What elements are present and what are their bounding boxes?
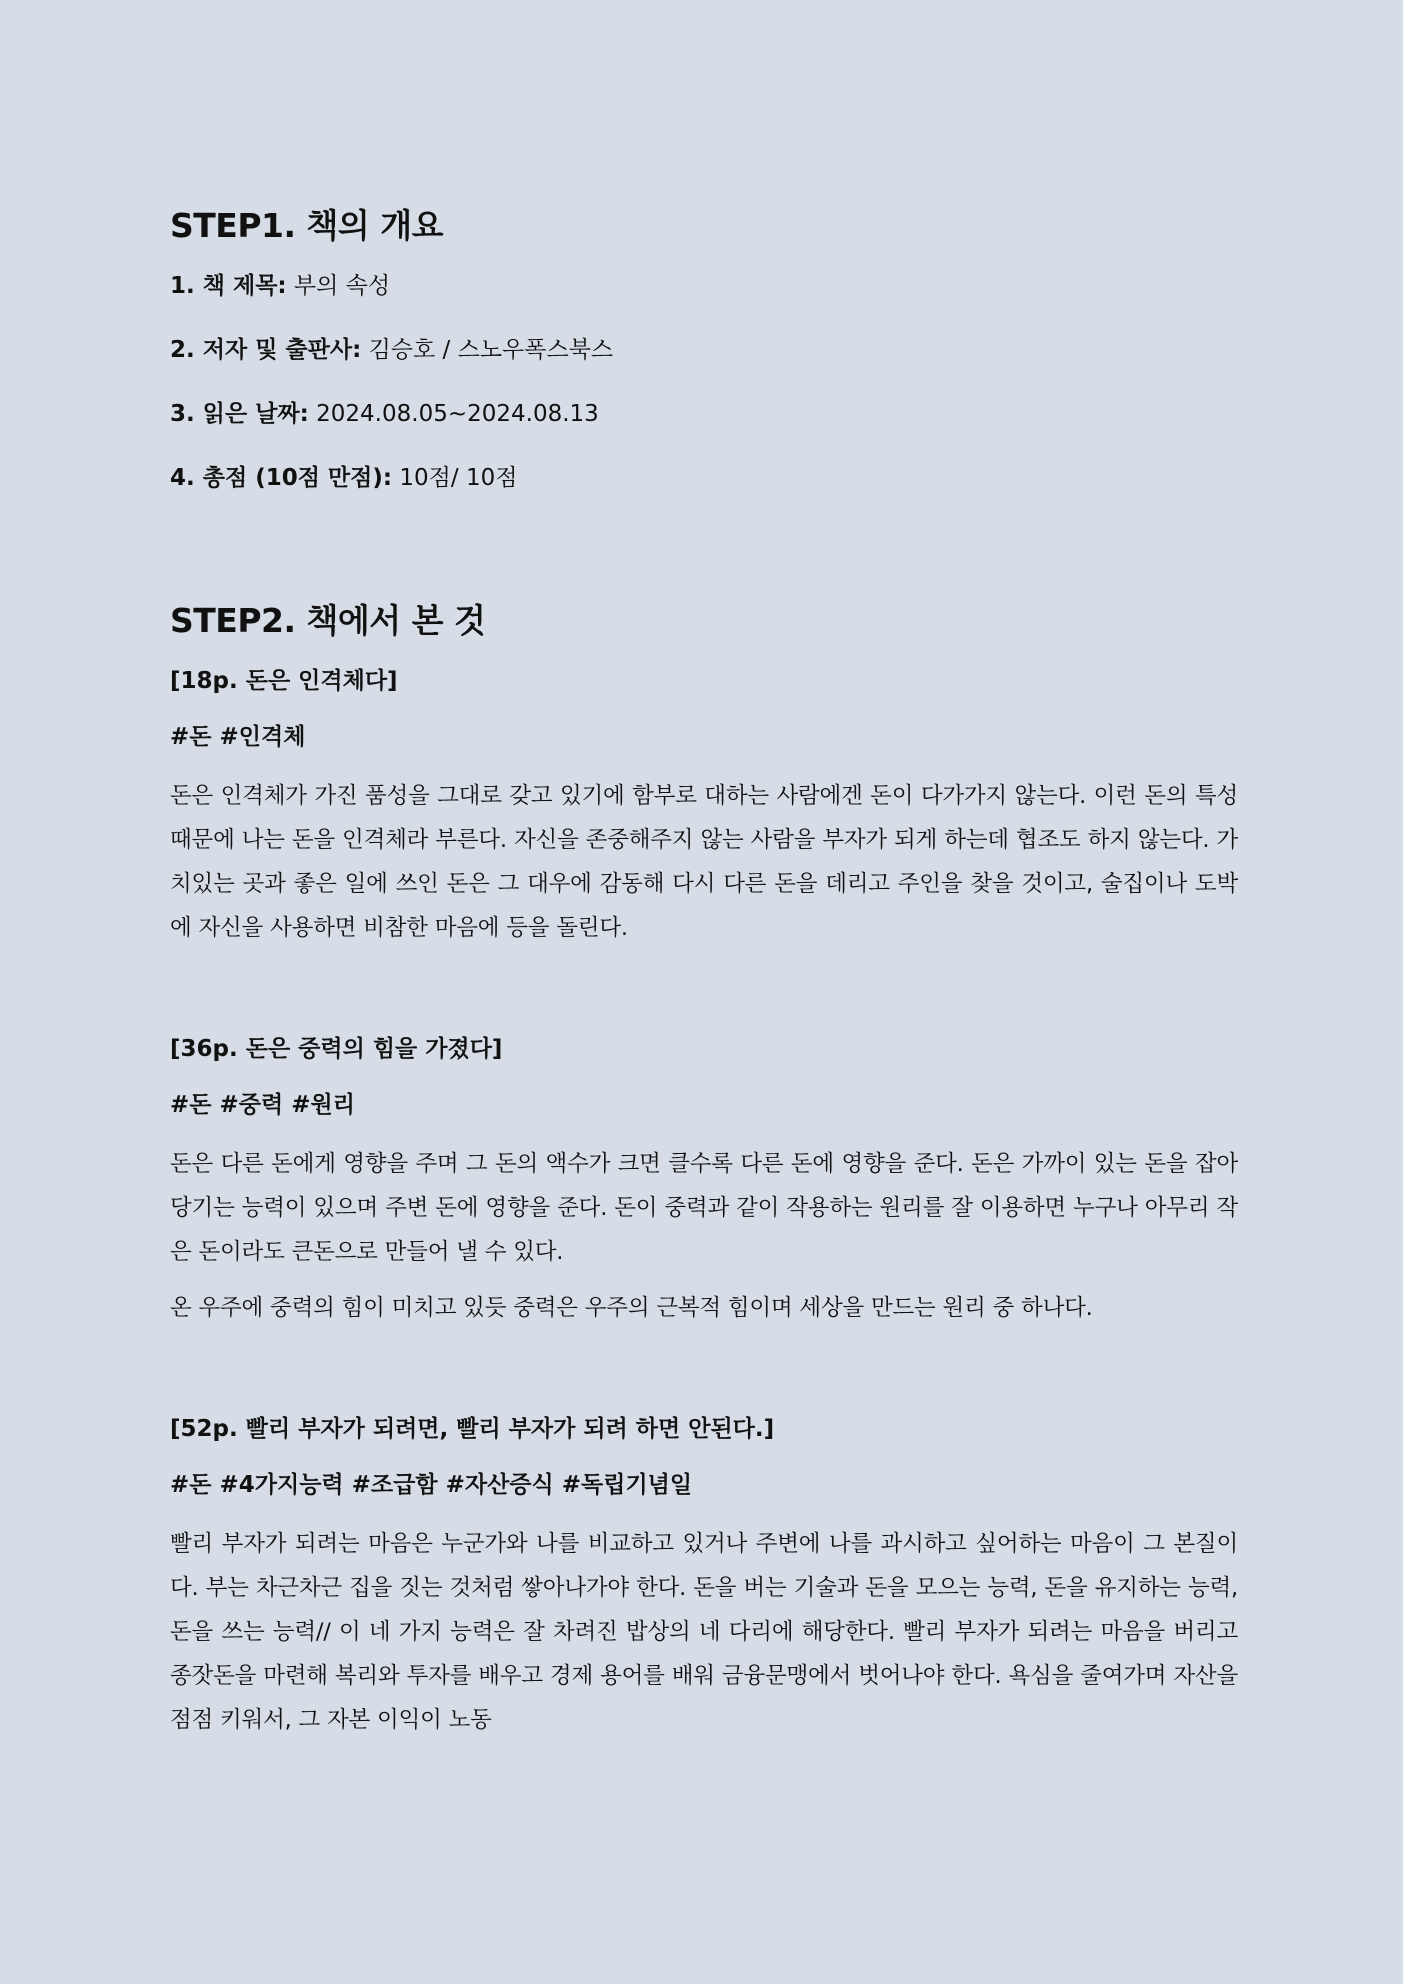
info-read-date-value: 2024.08.05~2024.08.13 xyxy=(316,401,599,427)
entry-paragraph: 빨리 부자가 되려는 마음은 누군가와 나를 비교하고 있거나 주변에 나를 과시하고 싶어하는 마음이 그 본질이다. 부는 차근차근 집을 짓는 것처럼 쌓아나가야 한다. 돈을 버는 기술과 돈을 모으는 능력, 돈을 유지하는 능력, 돈을 쓰는 능력// 이 네 가지 능력은 잘 차려진 밥상의 네 다리에 해당한다. 빨리 부자가 되려는 마음을 버리고 종잣돈을 마련해 복리와 투자를 배우고 경제 용어를 배워 금융문맹에서 벗어나야 한다. 욕심을 줄여가며 자산을 점점 키워서, 그 자본 이익이 노동 xyxy=(170,1531,1238,1733)
info-book-title-value: 부의 속성 xyxy=(293,273,391,299)
info-read-date-label: 3. 읽은 날짜: xyxy=(170,401,309,427)
entry-tags: #돈 #인격체 xyxy=(170,724,306,750)
entry-paragraph: 온 우주에 중력의 힘이 미치고 있듯 중력은 우주의 근복적 힘이며 세상을 만드는 원리 중 하나다. xyxy=(170,1295,1093,1321)
info-author-publisher xyxy=(170,333,1238,367)
info-author-publisher-label: 2. 저자 및 출판사: xyxy=(170,337,362,363)
step1-title: STEP1. 책의 개요 xyxy=(170,206,443,245)
entry-18p xyxy=(170,664,1238,950)
entry-paragraph: 돈은 다른 돈에게 영향을 주며 그 돈의 액수가 크면 클수록 다른 돈에 영향을 준다. 돈은 가까이 있는 돈을 잡아당기는 능력이 있으며 주변 돈에 영향을 준다. 돈이 중력과 같이 작용하는 원리를 잘 이용하면 누구나 아무리 작은 돈이라도 큰돈으로 만들어 낼 수 있다. xyxy=(170,1151,1238,1265)
step2-title: STEP2. 책에서 본 것 xyxy=(170,601,486,640)
entry-tags: #돈 #중력 #원리 xyxy=(170,1092,355,1118)
entry-paragraph: 돈은 인격체가 가진 품성을 그대로 갖고 있기에 함부로 대하는 사람에겐 돈이 다가가지 않는다. 이런 돈의 특성 때문에 나는 돈을 인격체라 부른다. 자신을 존중해주지 않는 사람을 부자가 되게 하는데 협조도 하지 않는다. 가치있는 곳과 좋은 일에 쓰인 돈은 그 대우에 감동해 다시 다른 돈을 데리고 주인을 찾을 것이고, 술집이나 도박에 자신을 사용하면 비참한 마음에 등을 돌린다. xyxy=(170,783,1238,941)
entry-title: [52p. 빨리 부자가 되려면, 빨리 부자가 되려 하면 안된다.] xyxy=(170,1416,775,1442)
info-author-publisher-value: 김승호 / 스노우폭스북스 xyxy=(368,337,614,363)
info-book-title xyxy=(170,269,1238,303)
entry-title: [18p. 돈은 인격체다] xyxy=(170,668,398,694)
entry-tags: #돈 #4가지능력 #조급함 #자산증식 #독립기념일 xyxy=(170,1472,693,1498)
document-page xyxy=(170,200,1238,1754)
info-score-label: 4. 총점 (10점 만점): xyxy=(170,465,393,491)
info-score-value: 10점/ 10점 xyxy=(399,465,518,491)
info-read-date xyxy=(170,397,1238,431)
entry-36p xyxy=(170,1032,1238,1330)
entry-title: [36p. 돈은 중력의 힘을 가졌다] xyxy=(170,1036,503,1062)
info-score xyxy=(170,461,1238,495)
info-book-title-label: 1. 책 제목: xyxy=(170,273,287,299)
entry-52p xyxy=(170,1412,1238,1742)
